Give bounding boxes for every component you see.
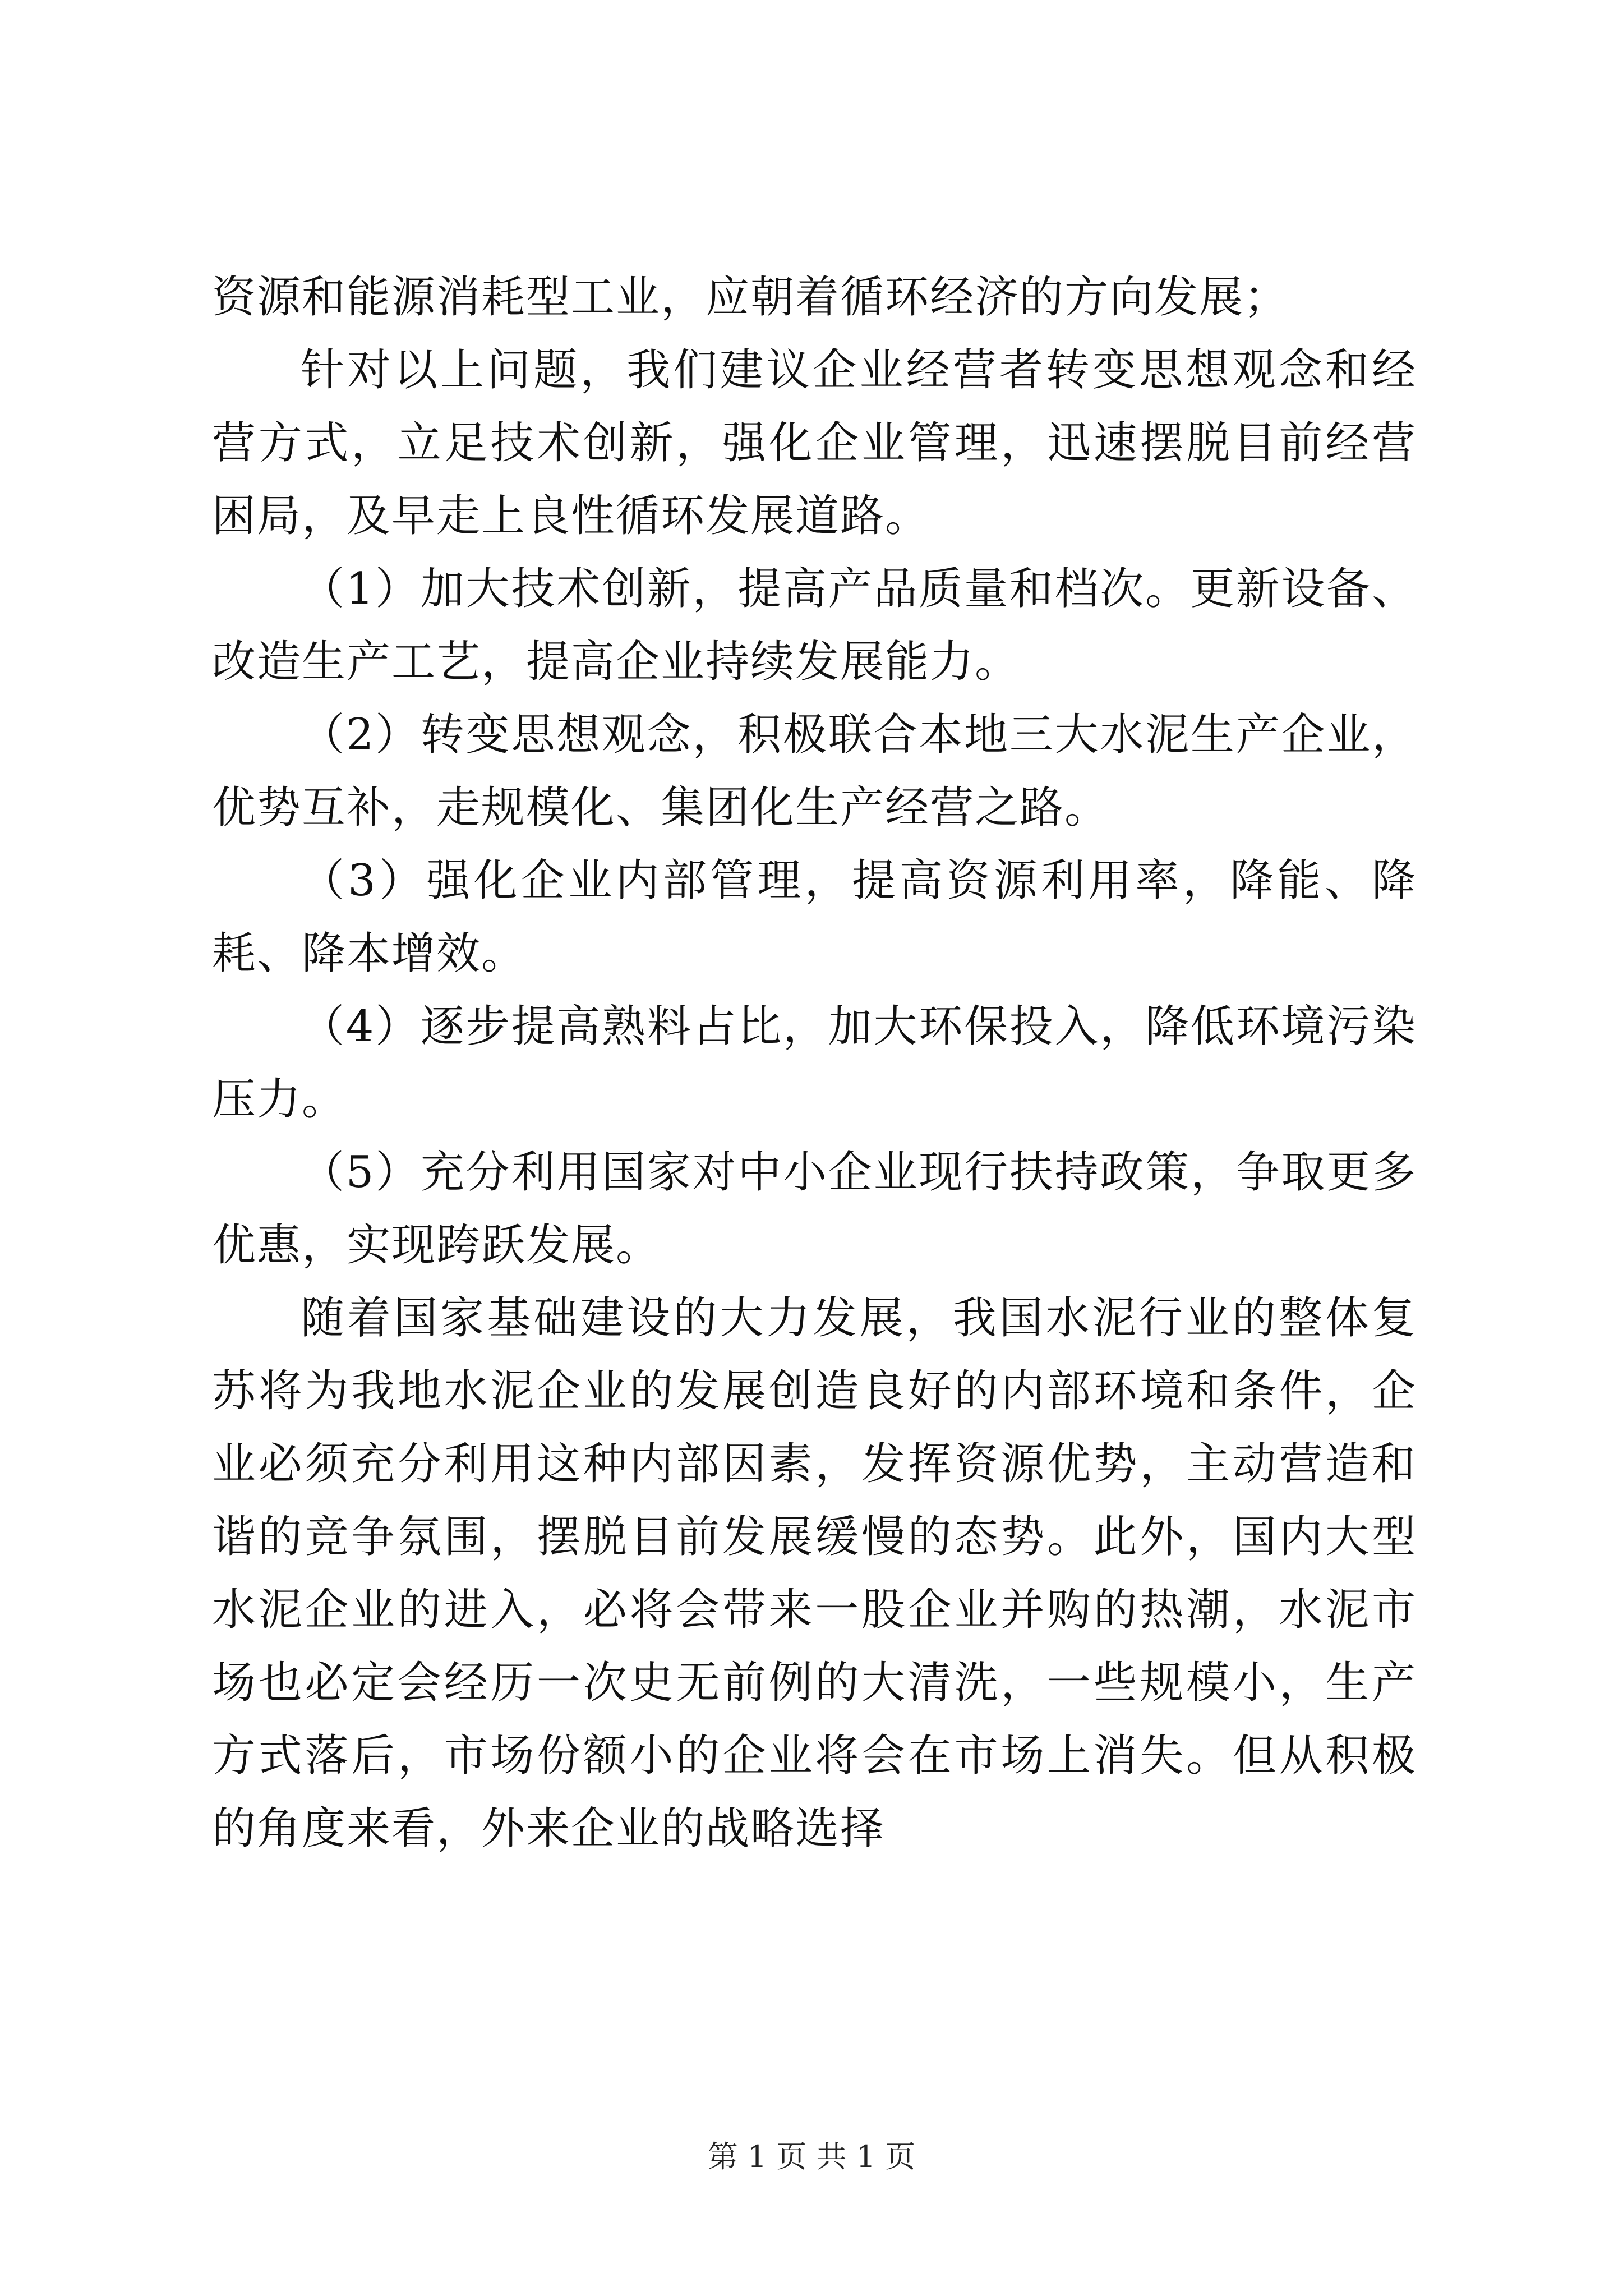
page-footer: 第 1 页 共 1 页 bbox=[707, 2139, 916, 2174]
paragraph-4: （2）转变思想观念，积极联合本地三大水泥生产企业，优势互补，走规模化、集团化生产经营之路。 bbox=[212, 710, 1417, 833]
paragraph-1: 资源和能源消耗型工业，应朝着循环经济的方向发展； bbox=[212, 272, 1289, 323]
paragraph-7: （5）充分利用国家对中小企业现行扶持政策，争取更多优惠，实现跨跃发展。 bbox=[212, 1147, 1417, 1271]
paragraph-6: （4）逐步提高熟料占比，加大环保投入，降低环境污染压力。 bbox=[212, 1001, 1417, 1125]
paragraph-2: 针对以上问题，我们建议企业经营者转变思想观念和经营方式，立足技术创新，强化企业管理，迅速摆脱目前经营困局，及早走上良性循环发展道路。 bbox=[212, 345, 1417, 541]
paragraph-8: 随着国家基础建设的大力发展，我国水泥行业的整体复苏将为我地水泥企业的发展创造良好的内部环境和条件，企业必须充分利用这种内部因素，发挥资源优势，主动营造和谐的竞争氛围，摆脱目前发展缓慢的态势。此外，国内大型水泥企业的进入，必将会带来一股企业并购的热潮，水泥市场也必定会经历一次史无前例的大清洗，一些规模小，生产方式落后，市场份额小的企业将会在市场上消失。但从积极的角度来看，外来企业的战略选择 bbox=[212, 1293, 1417, 1854]
document-body bbox=[212, 261, 1417, 1865]
paragraph-5: （3）强化企业内部管理，提高资源利用率，降能、降耗、降本增效。 bbox=[212, 855, 1417, 979]
paragraph-3: （1）加大技术创新，提高产品质量和档次。更新设备、改造生产工艺，提高企业持续发展能力。 bbox=[212, 564, 1417, 687]
